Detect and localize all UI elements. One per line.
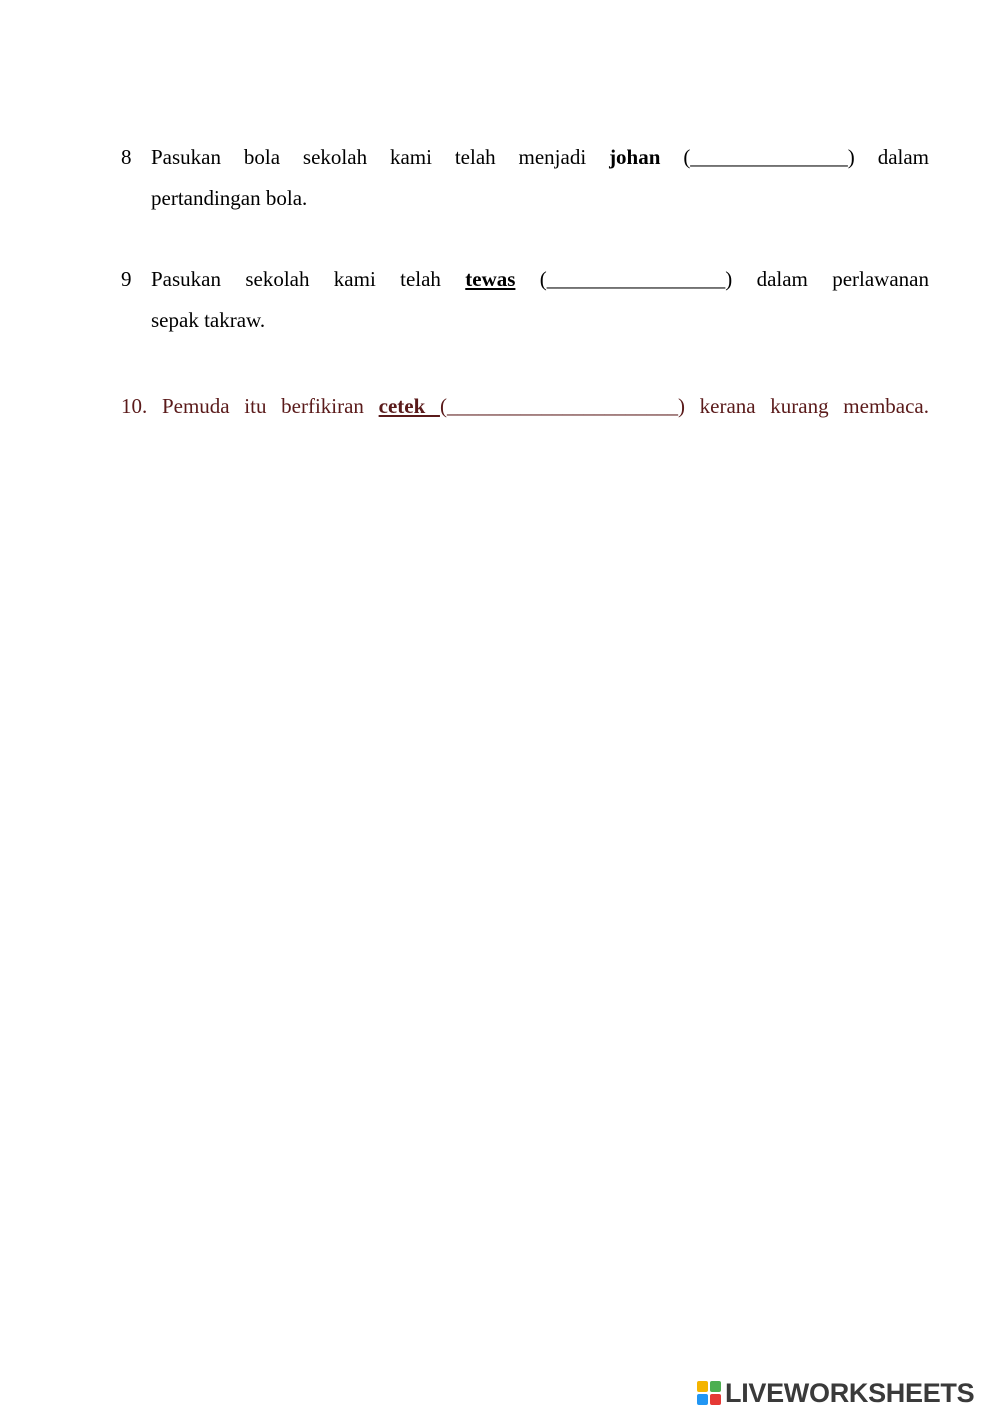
answer-blank[interactable]: (_________________): [539, 267, 733, 291]
question-line-2: sepak takraw.: [151, 308, 266, 332]
logo-square-3: [697, 1394, 708, 1405]
question-line-1: [151, 259, 929, 300]
question-8: [121, 137, 929, 219]
logo-square-2: [710, 1381, 721, 1392]
question-text-before: Pasukan bola sekolah kami telah menjadi: [151, 145, 587, 169]
answer-blank[interactable]: (______________________): [439, 394, 685, 418]
question-text-after: dalam: [877, 145, 930, 169]
question-number: 9: [121, 267, 132, 291]
question-text-after: dalam perlawanan: [756, 267, 929, 291]
question-keyword: cetek: [378, 394, 440, 418]
question-9: [121, 259, 929, 341]
question-line-1: [151, 137, 929, 178]
question-text-after: kerana kurang membaca.: [699, 394, 929, 418]
question-line-2: pertandingan bola.: [151, 186, 308, 210]
question-text-before: 10. Pemuda itu berfikiran: [121, 394, 364, 418]
question-10: [121, 386, 929, 427]
logo-square-4: [710, 1394, 721, 1405]
question-keyword: johan: [609, 145, 661, 169]
question-text: [151, 137, 929, 219]
logo-brand-text: LIVEWORKSHEETS: [725, 1377, 975, 1408]
logo-square-1: [697, 1381, 708, 1392]
logo-icon: [697, 1381, 721, 1405]
question-keyword: tewas: [465, 267, 516, 291]
answer-blank[interactable]: (_______________): [683, 145, 855, 169]
liveworksheets-logo: [697, 1378, 974, 1408]
question-text-before: Pasukan sekolah kami telah: [151, 267, 441, 291]
question-text: [151, 259, 929, 341]
question-number: 8: [121, 145, 132, 169]
